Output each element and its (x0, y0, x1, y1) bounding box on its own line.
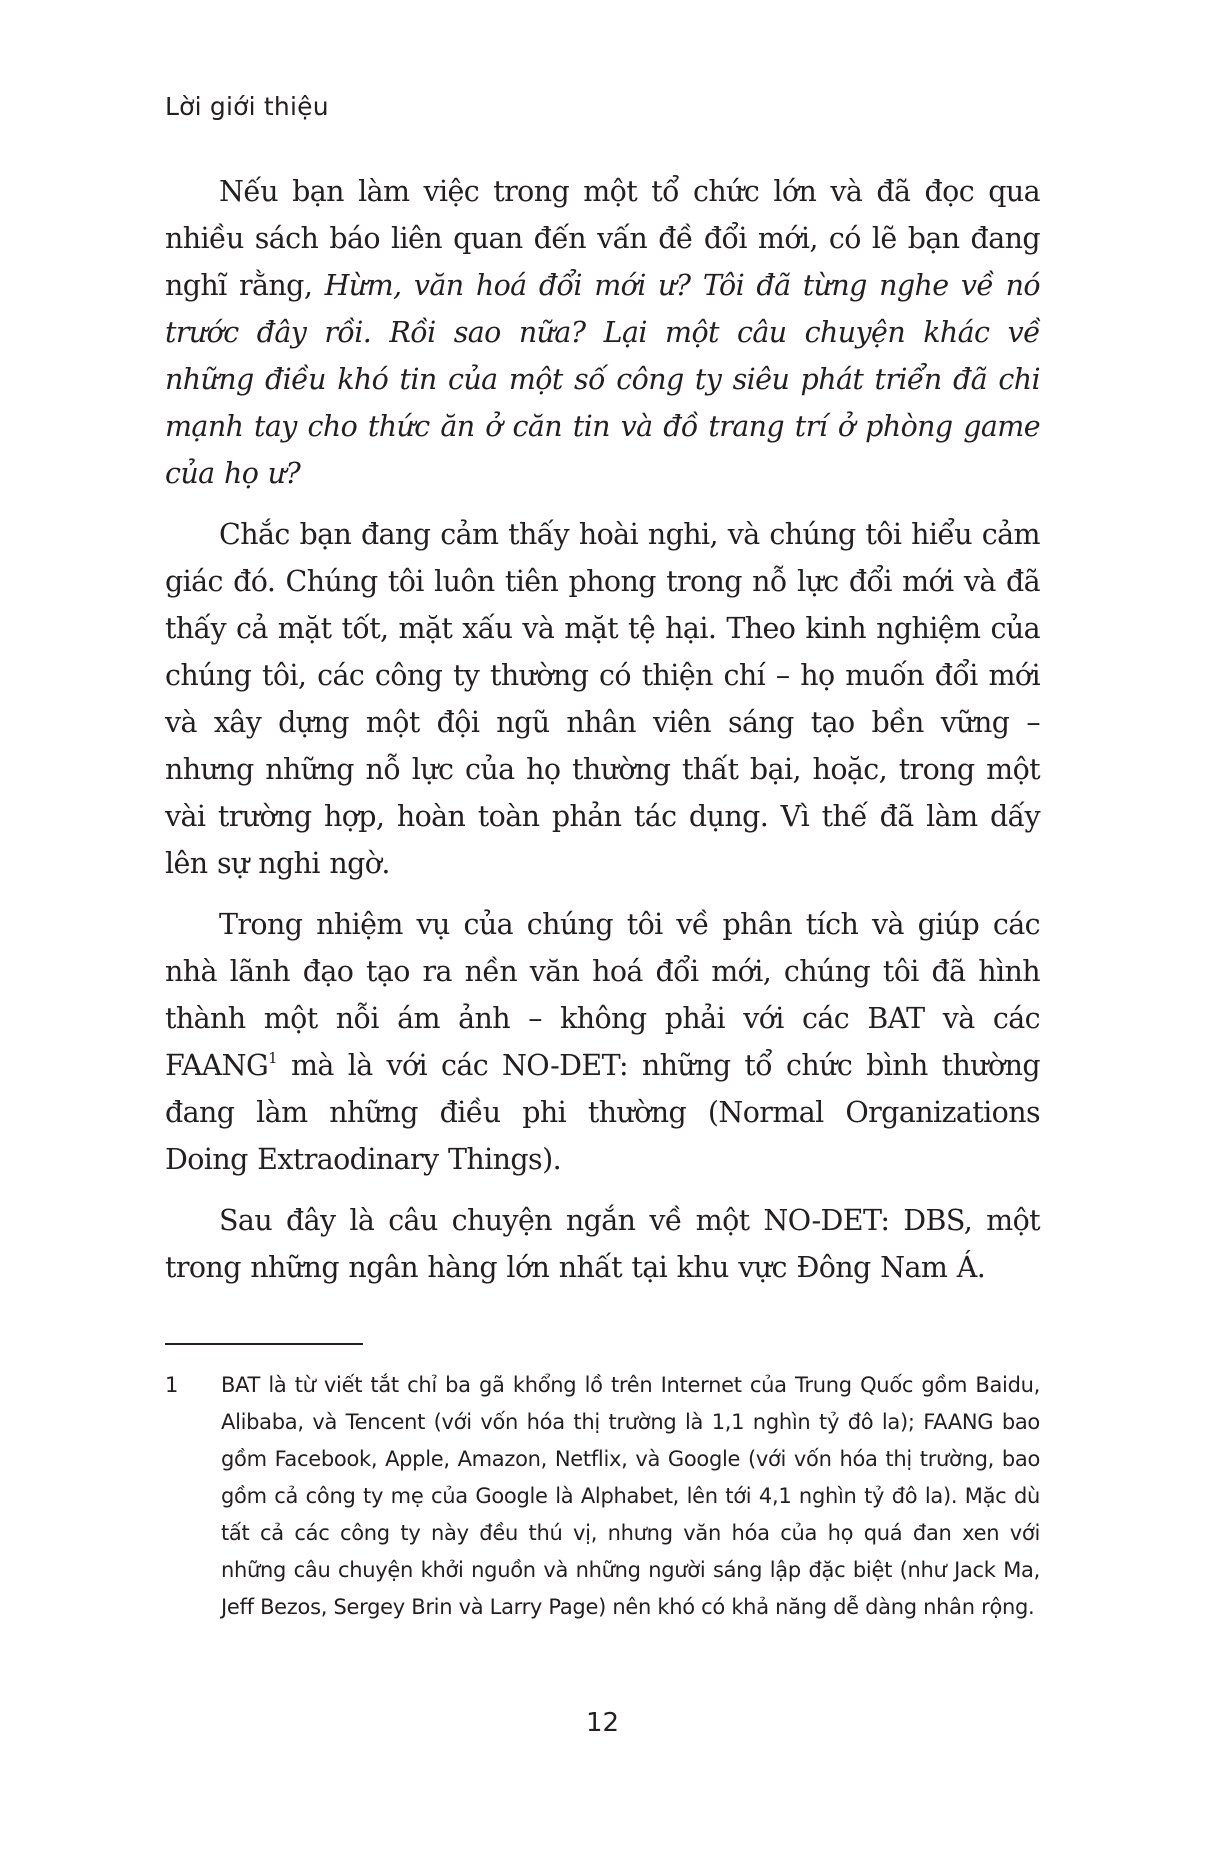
paragraph-1 (165, 168, 1040, 497)
paragraph-1-lead: Nếu bạn làm việc trong một tổ chức lớn và đã đọc qua nhiều sách báo liên quan đến vấn đề đổi mới, có lẽ bạn đang nghĩ rằng, (165, 175, 1040, 302)
footnote-text: BAT là từ viết tắt chỉ ba gã khổng lồ trên Internet của Trung Quốc gồm Baidu, Alibaba, và Tencent (với vốn hóa thị trường là 1,1 nghìn tỷ đô la); FAANG bao gồm Facebook, Apple, Amazon, Netflix, và Google (với vốn hóa thị trường, bao gồm cả công ty mẹ của Google là Alphabet, lên tới 4,1 nghìn tỷ đô la). Mặc dù tất cả các công ty này đều thú vị, nhưng văn hóa của họ quá đan xen với những câu chuyện khởi nguồn và những người sáng lập đặc biệt (như Jack Ma, Jeff Bezos, Sergey Brin và Larry Page) nên khó có khả năng dễ dàng nhân rộng. (221, 1373, 1040, 1619)
body-text (165, 168, 1040, 1291)
footnote-number: 1 (165, 1373, 179, 1397)
paragraph-2: Chắc bạn đang cảm thấy hoài nghi, và chúng tôi hiểu cảm giác đó. Chúng tôi luôn tiên phong trong nỗ lực đổi mới và đã thấy cả mặt tốt, mặt xấu và mặt tệ hại. Theo kinh nghiệm của chúng tôi, các công ty thường có thiện chí – họ muốn đổi mới và xây dựng một đội ngũ nhân viên sáng tạo bền vững – nhưng những nỗ lực của họ thường thất bại, hoặc, trong một vài trường hợp, hoàn toàn phản tác dụng. Vì thế đã làm dấy lên sự nghi ngờ. (165, 518, 1040, 880)
footnote-reference[interactable]: 1 (268, 1049, 278, 1067)
paragraph-4: Sau đây là câu chuyện ngắn về một NO-DET: DBS, một trong những ngân hàng lớn nhất tại khu vực Đông Nam Á. (165, 1204, 1040, 1284)
paragraph-3-after: mà là với các NO-DET: những tổ chức bình thường đang làm những điều phi thường (Normal Organizations Doing Extraodinary Things). (165, 1049, 1040, 1176)
paragraph-3-before: Trong nhiệm vụ của chúng tôi về phân tích và giúp các nhà lãnh đạo tạo ra nền văn hoá đổi mới, chúng tôi đã hình thành một nỗi ám ảnh – không phải với các BAT và các FAANG (165, 908, 1040, 1082)
page-number: 12 (585, 1708, 620, 1738)
paragraph-3 (165, 901, 1040, 1183)
footnote (165, 1367, 1040, 1626)
footnote-separator (165, 1343, 363, 1345)
running-header: Lời giới thiệu (165, 92, 329, 121)
paragraph-1-italic: Hừm, văn hoá đổi mới ư? Tôi đã từng nghe về nó trước đây rồi. Rồi sao nữa? Lại một câu chuyện khác về những điều khó tin của một số công ty siêu phát triển đã chi mạnh tay cho thức ăn ở căn tin và đồ trang trí ở phòng game của họ ư? (165, 269, 1040, 490)
